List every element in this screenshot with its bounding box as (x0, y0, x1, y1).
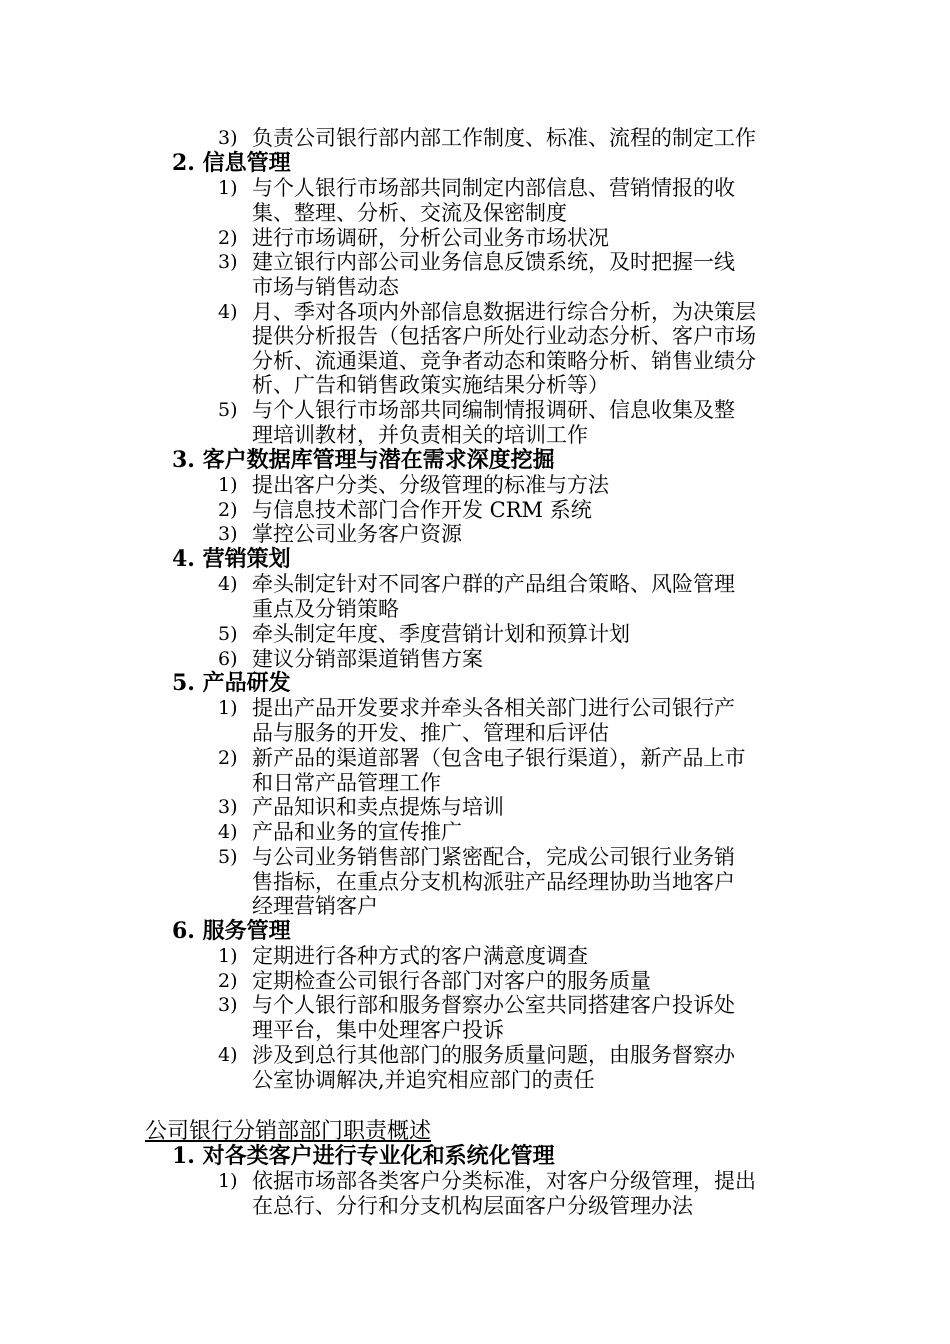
item-text-line: 分析、流通渠道、竞争者动态和策略分析、销售业绩分 (252, 349, 756, 373)
item-number: 4) (218, 821, 238, 843)
item-text-line: 牵头制定年度、季度营销计划和预算计划 (252, 622, 630, 646)
item-text-line: 定期进行各种方式的客户满意度调查 (252, 944, 588, 968)
item-number: 3) (218, 127, 238, 149)
item-number: 5) (218, 399, 238, 421)
part-title: 公司银行分销部部门职责概述 (145, 1119, 432, 1144)
item-text-line: 掌控公司业务客户资源 (252, 522, 462, 546)
section-heading: 4. 营销策划 (172, 546, 291, 572)
item-number: 2) (218, 227, 238, 249)
item-number: 3) (218, 523, 238, 545)
item-text-line: 与个人银行部和服务督察办公室共同搭建客户投诉处 (252, 993, 735, 1017)
item-text-line: 提供分析报告（包括客户所处行业动态分析、客户市场 (252, 324, 756, 348)
item-text-line: 与个人银行市场部共同编制情报调研、信息收集及整 (252, 398, 735, 422)
item-number: 1) (218, 697, 238, 719)
item-text-line: 建立银行内部公司业务信息反馈系统，及时把握一线 (252, 250, 735, 274)
section-heading: 5. 产品研发 (172, 670, 291, 696)
item-text-line: 产品和业务的宣传推广 (252, 820, 462, 844)
item-text-line: 公室协调解决,并追究相应部门的责任 (252, 1068, 595, 1092)
item-number: 6) (218, 648, 238, 670)
item-text-line: 牵头制定针对不同客户群的产品组合策略、风险管理 (252, 572, 735, 596)
section-heading: 3. 客户数据库管理与潜在需求深度挖掘 (172, 447, 555, 473)
item-text-line: 提出产品开发要求并牵头各相关部门进行公司银行产 (252, 696, 735, 720)
item-number: 3) (218, 251, 238, 273)
item-text-line: 与公司业务销售部门紧密配合，完成公司银行业务销 (252, 845, 735, 869)
item-number: 4) (218, 1044, 238, 1066)
section-heading: 2. 信息管理 (172, 150, 291, 176)
item-number: 4) (218, 573, 238, 595)
item-number: 5) (218, 623, 238, 645)
item-number: 1) (218, 474, 238, 496)
item-text-line: 定期检查公司银行各部门对客户的服务质量 (252, 969, 651, 993)
item-number: 3) (218, 994, 238, 1016)
item-text-line: 品与服务的开发、推广、管理和后评估 (252, 721, 609, 745)
item-text-line: 售指标，在重点分支机构派驻产品经理协助当地客户 (252, 870, 735, 894)
item-text-line: 建议分销部渠道销售方案 (252, 647, 483, 671)
item-text-line: 和日常产品管理工作 (252, 771, 441, 795)
item-text-line: 重点及分销策略 (252, 597, 399, 621)
item-text-line: 负责公司银行部内部工作制度、标准、流程的制定工作 (252, 126, 756, 150)
item-text-line: 涉及到总行其他部门的服务质量问题，由服务督察办 (252, 1043, 735, 1067)
item-text-line: 经理营销客户 (252, 894, 378, 918)
item-text-line: 提出客户分类、分级管理的标准与方法 (252, 473, 609, 497)
item-number: 1) (218, 945, 238, 967)
item-text-line: 月、季对各项内外部信息数据进行综合分析，为决策层 (252, 300, 756, 324)
item-text-line: 析、广告和销售政策实施结果分析等） (252, 373, 609, 397)
section-heading: 6. 服务管理 (172, 918, 291, 944)
item-number: 1) (218, 1170, 238, 1192)
item-text-line: 理平台，集中处理客户投诉 (252, 1018, 504, 1042)
item-text-line: 依据市场部各类客户分类标准，对客户分级管理，提出 (252, 1169, 756, 1193)
item-number: 3) (218, 796, 238, 818)
item-number: 5) (218, 846, 238, 868)
item-text-line: 市场与销售动态 (252, 275, 399, 299)
item-text-line: 与信息技术部门合作开发 CRM 系统 (252, 498, 592, 522)
item-text-line: 在总行、分行和分支机构层面客户分级管理办法 (252, 1194, 693, 1218)
item-number: 4) (218, 301, 238, 323)
item-number: 2) (218, 970, 238, 992)
item-text-line: 产品知识和卖点提炼与培训 (252, 795, 504, 819)
item-text-line: 集、整理、分析、交流及保密制度 (252, 201, 567, 225)
item-number: 2) (218, 499, 238, 521)
item-number: 1) (218, 177, 238, 199)
item-number: 2) (218, 747, 238, 769)
item-text-line: 进行市场调研，分析公司业务市场状况 (252, 226, 609, 250)
item-text-line: 与个人银行市场部共同制定内部信息、营销情报的收 (252, 176, 735, 200)
section-heading: 1. 对各类客户进行专业化和系统化管理 (172, 1143, 555, 1169)
item-text-line: 新产品的渠道部署（包含电子银行渠道），新产品上市 (252, 746, 746, 770)
item-text-line: 理培训教材，并负责相关的培训工作 (252, 423, 588, 447)
